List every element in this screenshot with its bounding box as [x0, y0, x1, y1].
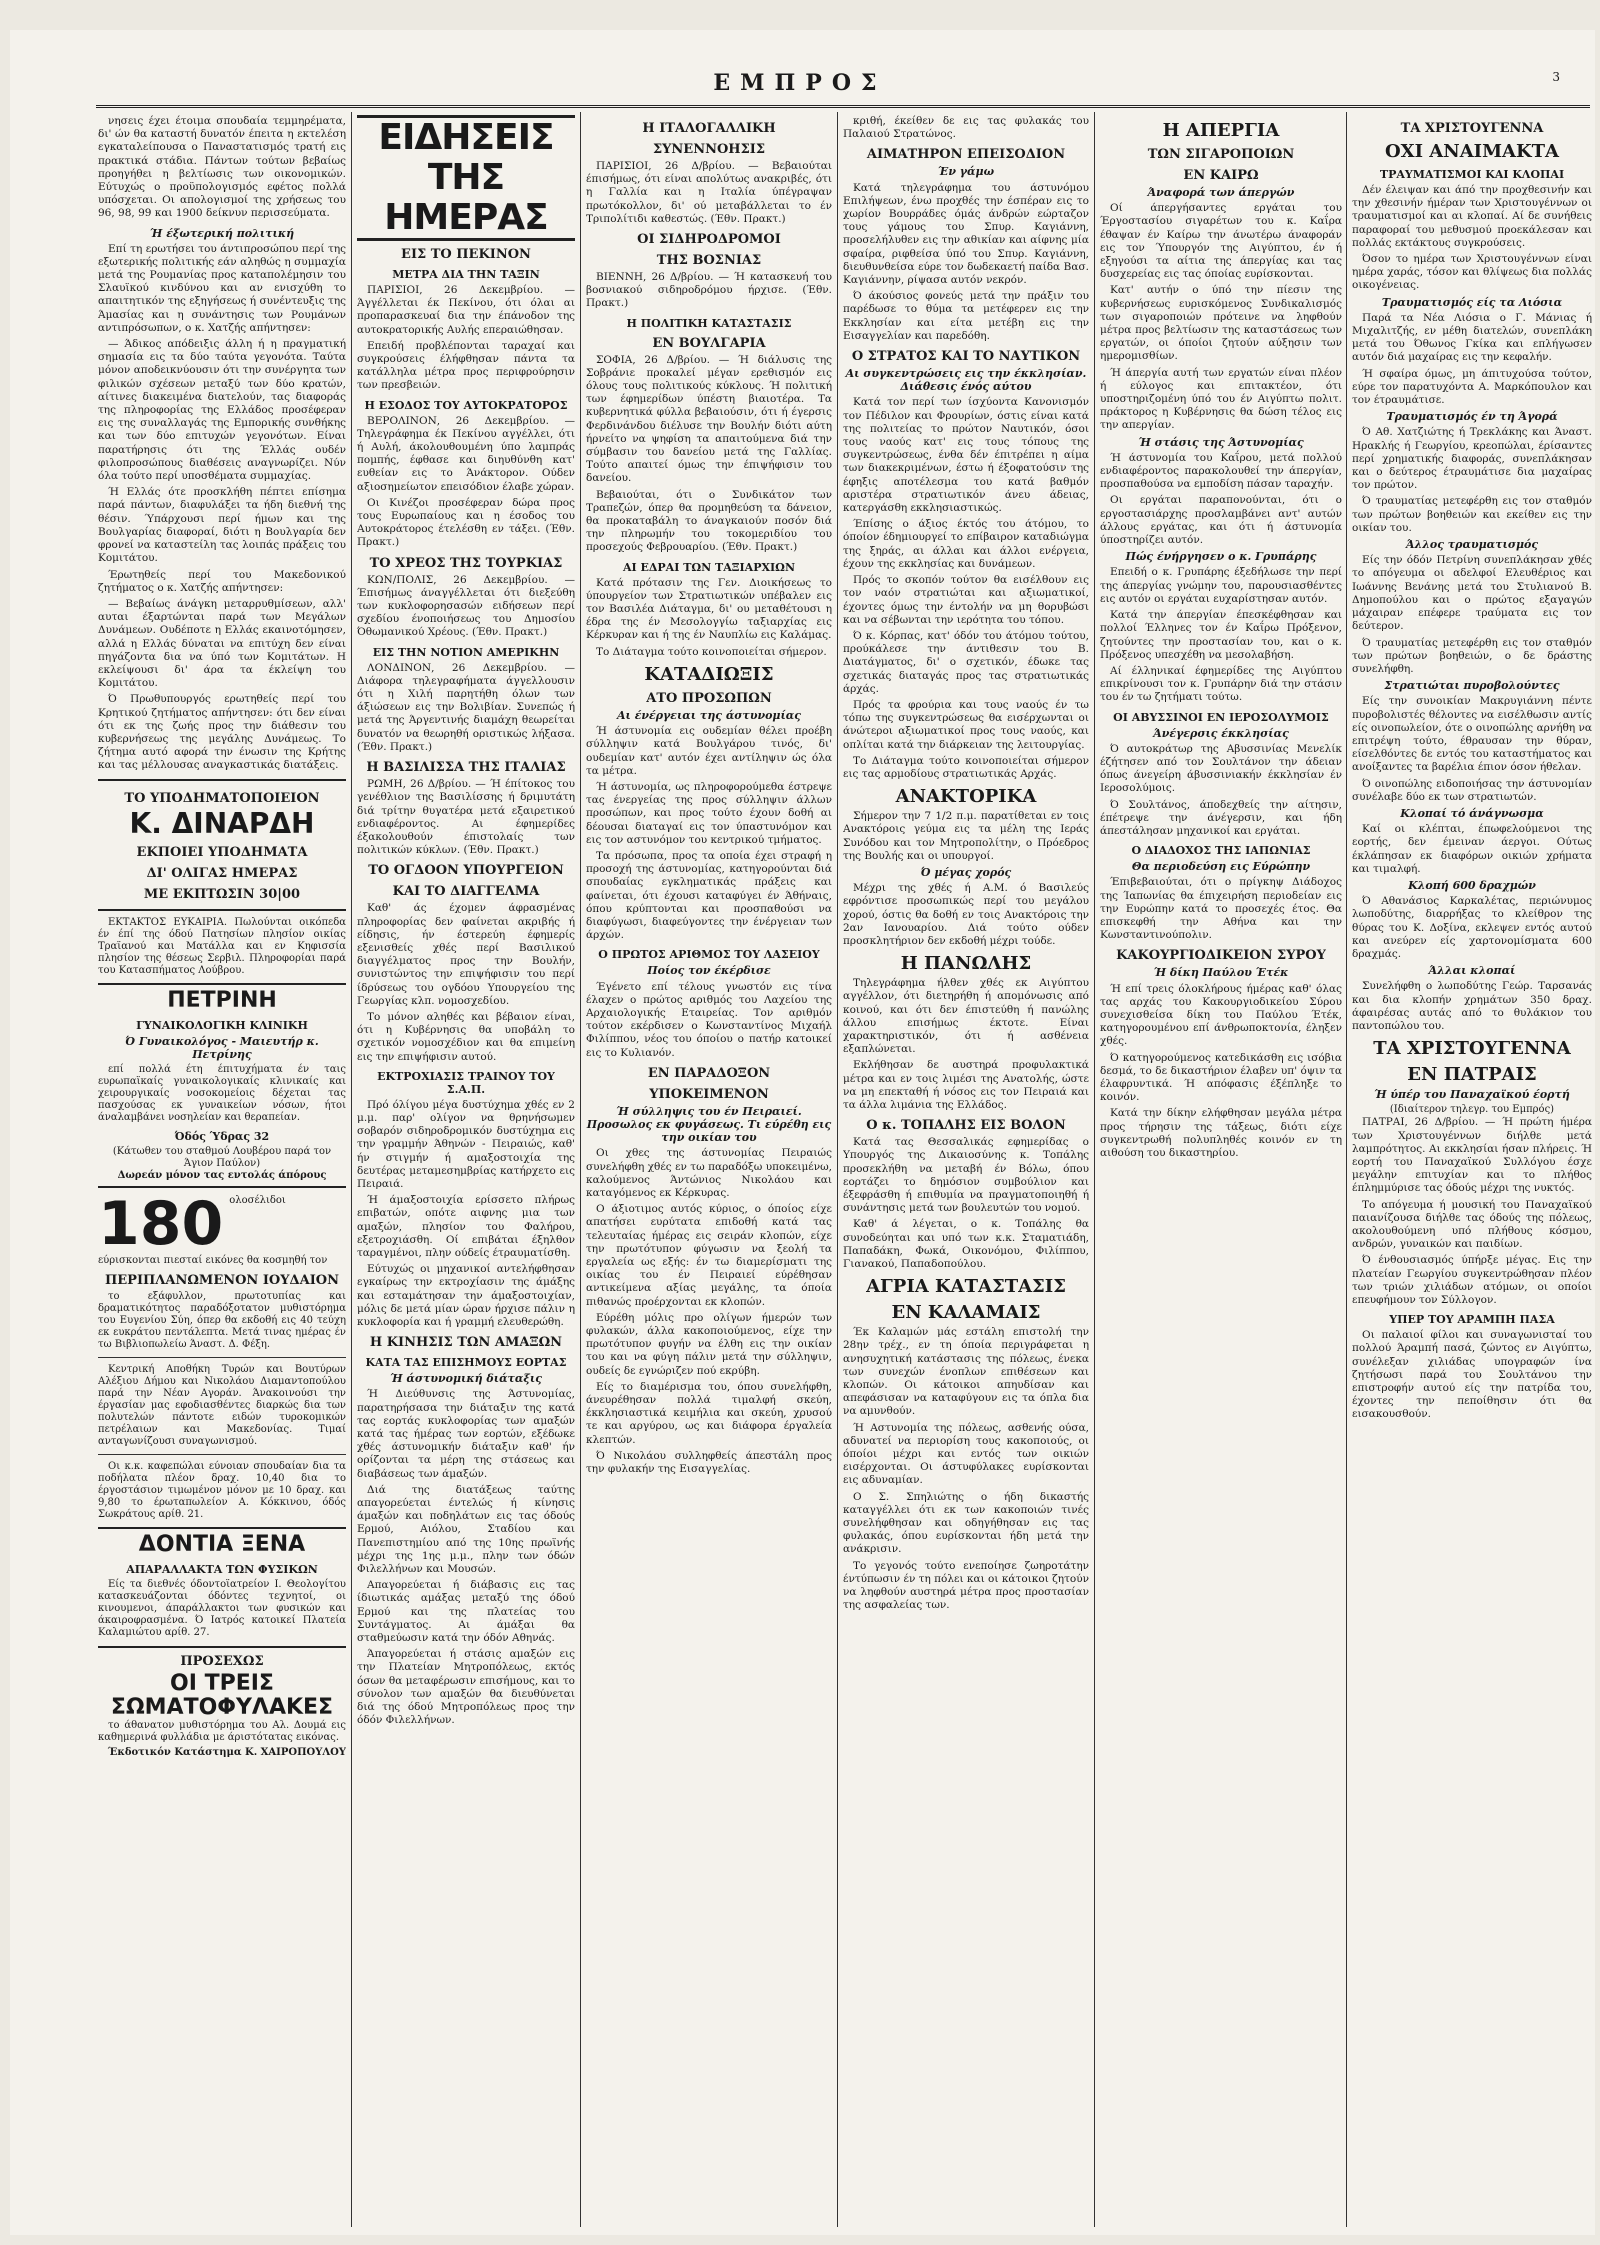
article-text: Το Διάταγμα τούτο κοινοποιείται σήμερον. [596, 645, 827, 658]
article-heading: ΑΝΑΚΤΟΡΙΚΑ [895, 786, 1037, 808]
article-text: Ό οινοπώλης ειδοποιήσας την άστυνομίαν συνέλαβε δύο εκ των στρατιωτών. [1352, 777, 1592, 803]
article-text: Ό τραυματίας μετεφέρθη εις τον σταθμόν των πρώτων βοηθειών, ο δε δράστης συνελήφθη. [1352, 636, 1592, 675]
article-text: Βεβαιούται, ότι ο Συνδικάτον των Τραπεζών, όπερ θα προμηθεύση τα δάνειον, θα προκαταβάλη το άναγκαιούν ποσόν διά την πληρωμήν του τοκομεριδίου του προσεχούς Φεβρουαρίου. (Έθν. Πρακτ.) [586, 488, 832, 554]
article-text: Τηλεγράφημα ήλθεν χθές εκ Αιγύπτου αγγέλλον, ότι διετηρήθη ή απομόνωσις από κοινού, και ότι δεν έπιστεύθη ή πανώλης άλλου επισήμως έκτοτε. Είναι χαρακτηριστικόν, ότι ή ασθένεια εξαπλώνεται. [843, 977, 1089, 1056]
article-subheading: Άλλαι κλοπαί [1428, 964, 1516, 978]
article-subheading: Ή στάσις της Άστυνομίας [1138, 435, 1304, 449]
ad-text: ολοσέλιδοι εύρισκονται πιεσταί εικόνες θα κοσμηθή τον [98, 1194, 328, 1266]
article-text: Καί οι κλέπται, έπωφελούμενοι της εορτής, δεν έμειναν άεργοι. Ούτως έκλάπησαν εκ διαφόρων οικιών χρήματα και τιμαλφή. [1352, 823, 1592, 875]
article-text: Ο άξιοτιμος αυτός κύριος, ο όποίος είχε απατήσει ευρύτατα επιδοθή κατά τας τελευταίας ήμέρας εις σειράν κλοπών, είχε την πρωτότυπον φύγωσιν να ξεολή τα εργαλεία ως εξής: έν τω διαμερίσματι της οικίας του έν Πειραιεί εύρέθησαν αντικείμενα αξίας μεγάλης, τα όποία πιθανώς προέρχονται εκ κλοπών. [586, 1203, 832, 1308]
advertisement-teeth [98, 1527, 346, 1648]
article-heading: ΟΙ ΣΙΔΗΡΟΔΡΟΜΟΙ [637, 232, 781, 248]
column-divider [837, 112, 838, 2227]
ad-text: το άθανατον μυθιστόρημα του Αλ. Δουμά εις καθημερινά φυλλάδια με άριστότατας εικόνας. [98, 1720, 346, 1744]
ad-text: Είς τα διεθνές όδοντοϊατρείον Ι. Θεολογίτου κατασκευάζονται όδόντες τεχνητοί, οι κινουμενοι, άπαράλλακτοι των φυσικών και άκαιροφρασμένα. Ό Ιατρός κατοικεί Πλατεία Καλαμιώτου αρίθ. 27. [98, 1579, 346, 1639]
article-text: Ό άκούσιος φονεύς μετά την πράξιν του παρέδωσε το θύμα τα μετέφερεν εις την Εκκλησίαν και είτα μετέβη εις την Εισαγγελίαν και παρεδόθη. [843, 290, 1089, 342]
column-1 [98, 115, 346, 2225]
article-subheading: Ποίος τον έκέρδισε [647, 964, 771, 978]
article-subheading: Κλοπή 600 δραχμών [1408, 878, 1536, 892]
article-text: Ό κατηγορούμενος κατεδικάσθη εις ισόβια δεσμά, το δε δικαστήριον έλαβεν υπ' όψιν τα έλαφρυντικά. Ή απόφασις έξέπληξε το κοινόν. [1100, 1051, 1342, 1104]
article-text: Είς την όδόν Πετρίνη συνεπλάκησαν χθές το απόγευμα οι αδελφοί Ελευθέριος και Ιωάννης Βενάνης μετά του Στυλιανού Β. Δημοπούλου και ο πρώτος εξαγαγών μάχαιραν επέφερε τραύματα εις τον δεύτερον. [1352, 554, 1592, 633]
masthead-rule [96, 105, 1590, 108]
article-subheading: Πώς ένήργησεν ο κ. Γρυπάρης [1125, 550, 1317, 564]
advertisement-shoes [98, 779, 346, 911]
article-text: Έπίσης ο άξιος έκτός του άτόμου, το όποίον έδημιουργεί το επίβαιρον καταδιώγμα της ξηράς, αι άλλαι και άλλοι ενέργεια, έχουν της εκκλησίας και δυνάμεων. [843, 518, 1089, 570]
article-subheading: Άναφορά των άπεργών [1147, 186, 1295, 199]
article-heading: ΤΑ ΧΡΙΣΤΟΥΓΕΝΝΑ [1400, 121, 1544, 136]
article-text: Ή άπεργία αυτή των εργατών είναι πλέον ή εύλογος και επιτακτέον, ότι υποστηριζομένη ύπό του έν Αιγύπτω πολιτ. πράκτορος η Κυβέρνησις θα δώση τέλος εις την απεργίαν. [1100, 366, 1342, 432]
article-text: Εύρέθη μόλις προ ολίγων ήμερών των φυλακών, άλλα κακοποιούμενος, είχε την πρωτότυπον φυγήν να έλθη εις την οικίαν του και να φύγη πάλιν μετά την σύλληψιν, ουδείς δε εγνώριζεν πού εκρύβη. [586, 1311, 832, 1377]
article-heading: ΟΙ ΑΒΥΣΣΙΝΟΙ ΕΝ ΙΕΡΟΣΟΛΥΜΟΙΣ [1113, 710, 1329, 724]
article-note: (Ιδιαίτερον τηλεγρ. του Εμπρός) [1389, 1104, 1555, 1116]
ad-line: ΔΙ' ΟΛΙΓΑΣ ΗΜΕΡΑΣ [146, 865, 298, 881]
article-text: ΚΩΝ/ΠΟΛΙΣ, 26 Δεκεμβρίου. — Έπισήμως άναγγέλλεται ότι διεξεύθη των κυκλοφορησασών ειδήσεων περί σχεδίου ένοποιήσεως του Δημοσίου Όθωμανικού Χρέους. (Έθν. Πρακτ.) [357, 573, 575, 639]
article-text: Ό Σουλτάνος, άποδεχθείς την αίτησιν, έπέτρεψε την άνέγερσιν, και ήδη άπεστάλησαν μηχανικοί και εργάται. [1100, 798, 1342, 837]
article-heading: ΑΓΡΙΑ ΚΑΤΑΣΤΑΣΙΣ [866, 1276, 1066, 1298]
ad-title: ΠΕΡΙΠΛΑΝΩΜΕΝΟΝ ΙΟΥΔΑΙΟΝ [104, 1273, 339, 1289]
article-heading: Ο ΣΤΡΑΤΟΣ ΚΑΙ ΤΟ ΝΑΥΤΙΚΟΝ [851, 349, 1081, 365]
article-text: Το μόνον αληθές και βέβαιον είναι, ότι η Κυβέρνησις θα υποβάλη το σχετικόν νομοσχέδιον και θα επιμείνη εις την επιψήφισιν αυτού. [357, 1010, 575, 1063]
advertisement-novel [98, 1188, 346, 1351]
column-4 [843, 115, 1089, 2225]
article-text: Οι Κινέζοι προσέφεραν δώρα προς τους Ευρωπαίους και η έσοδος του Αυτοκράτορος έτελέσθη εν τάξει. (Έθν. Πρακτ.) [357, 496, 575, 549]
article-heading: Η ΕΣΟΔΟΣ ΤΟΥ ΑΥΤΟΚΡΑΤΟΡΟΣ [364, 398, 568, 412]
article-text: ΣΟΦΙΑ, 26 Δ/βρίου. — Ή διάλυσις της Σοβράνιε προκαλεί μέγαν ερεθισμόν εις όλους τους πολιτικούς κύκλους. Ή πολιτική των έφημερίδων ύπέστη βιαιοτέρα. Τα κυβερνητικά φύλλα βεβαιούσιν, ότι ή έγερσις Φερδινάνδου διέλυσε την Βουλήν διότι αύτη ήρνείτο να ψηφίση τα απαιτούμενα διά την σύμβασιν του δανείου μετά της Γαλλίας. Τούτο απαιτεί όμως την έπιψήφισιν του δανείου. [586, 353, 832, 485]
article-text: Ό τραυματίας μετεφέρθη εις τον σταθμόν των πρώτων βοηθειών και εκείθεν εις την οικίαν του. [1352, 495, 1592, 534]
article-heading: ΕΝ ΠΑΡΑΔΟΞΟΝ [647, 1065, 771, 1081]
article-heading: ΑΙΜΑΤΗΡΟΝ ΕΠΕΙΣΟΔΙΟΝ [866, 147, 1066, 163]
article-text: νησεις έχει έτοιμα σπουδαία τεμμηρέματα, δι' ών θα καταστή δυνατόν έπειτα η εκτελέση εγκαταλείπουσα ο Παναστατισμός τρατή εις πρακτικά στάδια. Πάντων τούτων βεβαίως προηγήθει η βελτίωσις των οικονομικών. Εύτυχώς ο προϋπολογισμός εφέτος πολλά υπόσχεται. Οι απολογισμοί της χρήσεως του 96, 98, 99 και 1900 δείκνυν περισσεύματα. [98, 115, 346, 220]
article-text: Παρά τα Νέα Λιόσια ο Γ. Μάνιας ή Μιχαλιτζής, εν μέθη διατελών, συνεπλάκη μετά του Όθωνος Γκίκα και επλήγωσεν αυτόν διά μαχαίρας εις την κεφαλήν. [1352, 311, 1592, 364]
article-text: Όσον το ημέρα των Χριστουγέννων είναι ημέρα χαράς, τόσον και θλίψεως δια πολλάς οικογένειας. [1352, 253, 1592, 292]
article-text: Οι παλαιοί φίλοι και συναγωνισταί του πολλού Άραμπή πασά, ζώντος εν Αιγύπτω, συνέλεξαν χιλιάδας υπογραφών ίνα ζητήσωσι παρά του Σουλτάνου την επιστροφήν αυτού είς την πατρίδα του, έχοντες την πεποίθησιν ότι θα εισακουσθούν. [1352, 1329, 1592, 1421]
article-heading: ΑΙ ΕΔΡΑΙ ΤΩΝ ΤΑΞΙΑΡΧΙΩΝ [622, 560, 795, 574]
article-text: Σήμερον την 7 1/2 π.μ. παρατίθεται εν τοις Ανακτόροις γεύμα εις τα μέλη της Ιεράς Συνόδου και τον Μητροπολίτην, ο Πρόεδρος της Βουλής και οι υπουργοί. [843, 810, 1089, 862]
article-heading: Η ΚΙΝΗΣΙΣ ΤΩΝ ΑΜΑΞΩΝ [369, 1335, 563, 1351]
article-heading: ΤΩΝ ΣΙΓΑΡΟΠΟΙΩΝ [1147, 147, 1295, 162]
article-text: Ή Ελλάς ότε προσκλήθη πέπτει επίσημα παρά πάντων, διαφυλάξει τα ήδη διεθνή της θέσιν. Ύπάρχουσι περί ήμων και της Βουλγαρίας διαφοραί, διότι η Βουλγαρία δεν φρονεί να καταστείλη τας λοιπάς πράξεις του Κομιτάτου. [98, 486, 346, 565]
article-text: — Άδικος απόδειξις άλλη ή η πραγματική σημασία εις τα δύο ταύτα γεγονότα. Ταύτα μόνον αποδεικνύουσιν ότι την συνέργητα των φιλικών σχέσεων μεταξύ των δύο κρατών, αίτινες διακειμένα διατελούν, τας διαφοράς της πληροφορίας της Ελλάδος προσέφεραν εις της συναλλαγάς της Εμπορικής συνθήκης και των δύο επιτυχών γεγονότων. Είναι παρατήρησις ότι της Έλλάς ουδέν φιλοπροσώπους διαθέσεις αναγνωρίζει. Νύν όλα τούτο περί υποσθέματα συμμαχίας. [98, 338, 346, 483]
article-text: κριθή, έκείθεν δε εις τας φυλακάς του Παλαιού Στρατώνος. [843, 115, 1089, 141]
article-heading: ΚΑΚΟΥΡΓΙΟΔΙΚΕΙΟΝ ΣΥΡΟΥ [1116, 948, 1326, 964]
page-number: 3 [1552, 70, 1560, 84]
article-text: Ή επί τρεις όλοκλήρους ήμέρας καθ' όλας τας αρχάς του Κακουργιοδικείου Σύρου συνεχισθείσα δίκη του Παύλου Έτέκ, κατηγορουμένου επί άνθρωποκτονία, έληξεν χθές. [1100, 982, 1342, 1048]
article-subheading: Θα περιοδεύση εις Εύρώπην [1131, 860, 1311, 874]
article-text: Καθ' άς έχομεν άφρασμένας πληροφορίας δεν φαίνεται ακριβής ή είδησις, ήν έστερεύη έφημερίς εξενισθείς χθές περί Βασιλικού διαγγέλματος προς την Βουλήν, συνιστώντος την επιψήφισιν του περί ίδρύσεως του ογδόου Υπουργείου της Γεωργίας κλπ. νομοσχεδίου. [357, 902, 575, 1007]
article-text: Το γεγονός τούτο ενεποίησε ζωηροτάτην έντύπωσιν έν τη πόλει και οι κάτοικοι ζητούν να ληφθούν αυστηρά μέτρα προς προστασίαν της ασφαλείας των. [843, 1559, 1089, 1612]
article-subheading: Τραυματισμός είς τα Λιόσια [1381, 295, 1563, 309]
column-divider [1346, 112, 1347, 2227]
article-text: Κατά τον περί των ίσχύοντα Κανονισμόν τον Πέδιλον και Φρουρίων, όστις είναι κατά της πολιτείας το πρώτον Ναυτικόν, όσοι τους ναούς κατ' εις τους τόπους της συγκεντρώσεως, ένθα δέν έπιτρέπει η αίμα των διακεκριμένων, έστω ή έξοφατούσιν της έφηξις αποτέλεσμα του κατά βαθμόν αριστέρα στρατιωτικόν άνευ άδειας, κατεργάσθη εκκλησιαστικώς. [843, 396, 1089, 515]
article-text: Κατά τας Θεσσαλικάς εφημερίδας ο Υπουργός της Δικαιοσύνης κ. Τοπάλης προσεκλήθη να μεταβή έν Βόλω, όπου εορτάζει το δημόσιον συμβούλιον και έξεφράσθη ή επιθυμία να πραγματοποιηθή ή συνάντησις μετά των βουλευτών του νομού. [843, 1136, 1089, 1215]
article-text: Ή άστυνομία, ως πληροφορούμεθα έστρεψε τας ένεργείας της προς σύλληψιν άλλων προσώπων, και προς τούτο έχουν δοθή αι δέουσαι διαταγαί εις τον ύπαστυνόμον και εις τον αστυνόμον του κεντρικού τμήματος. [586, 780, 832, 846]
article-heading: ΕΙΣ ΤΗΝ ΝΟΤΙΟΝ ΑΜΕΡΙΚΗΝ [372, 645, 560, 659]
article-text: Μέχρι της χθές ή Α.Μ. ό Βασιλεύς εφρόντισε προσωπικώς περί του μεγάλου χορού, όστις θα δοθή εν τοις Ανακτόροις την 2αν Ιανουαρίου. Διά τούτο ούδεν προσκλητήριον δεν εκδοθή μέχρι τούδε. [843, 882, 1089, 947]
article-heading: ΕΝ ΚΑΛΑΜΑΙΣ [891, 1302, 1041, 1324]
article-text: Ή άμαξοστοιχία ερίσσετο πλήρως επιβατών, οπότε αιφνης μια των αμαξών, πλησίον του Φαλήρου, εξετροχιάσθη. Οί επιβάται έξηλθον ταραγμένοι, πλην ούδείς έτραυματίσθη. [357, 1194, 575, 1259]
article-subheading: Ή δίκη Παύλου Έτέκ [1153, 966, 1289, 980]
divider [98, 1454, 346, 1455]
ad-line: ΕΚΠΟΙΕΙ ΥΠΟΔΗΜΑΤΑ [136, 844, 308, 860]
article-text: Οί άπεργήσαντες εργάται του Έργοστασίου σιγαρέτων του κ. Καΐρα έθαψαν έν Καίρω την άνωτέρω άναφοράν εις τον Ύπουργόν της Αιγύπτου, έν ή εξηγούσι τα αίτια της άπεργίας και τας δυσχερείας εις τας όποίας ευρίσκονται. [1100, 202, 1342, 281]
article-heading: ΑΤΟ ΠΡΟΣΩΠΩΝ [646, 690, 772, 706]
article-text: Έγένετο επί τέλους γνωστόν εις τίνα έλαχεν ο πρώτος αριθμός του Λαχείου της Αρχαιολογικής Εταιρείας. Τον αριθμόν τούτον εκέρδισεν ο Κωνσταντίνος Μιχαήλ Φιλίππου, νέος του όποίου ο πατήρ κατοικεί εις το Κυλιανόν. [586, 980, 832, 1059]
article-text: ΡΩΜΗ, 26 Δ/βρίου. — Ή έπίτοκος του γενέθλιον της Βασιλίσσης ή δριμυτάτη διά τρίτην θυγατέρα μετά εξαιρετικού ενδιαφέροντος. Αι έφημερίδες έξακολουθούν έπιστολαίς των πολιτικών κύκλων. (Έθν. Πρακτ.) [357, 778, 575, 857]
article-text: Πρός τα φρούρια και τους ναούς έν τω τόπω της συγκεντρώσεως θα εισέρχωνται οι άνώτεροι αξιωματικοί προς τους ναούς, και οπλίται κατά την διάρκειαν της λειτουργίας. [843, 698, 1089, 751]
article-text: Έρωτηθείς περί του Μακεδονικού ζητήματος ο κ. Χατζής απήντησεν: [98, 568, 346, 594]
article-text: Έκ Καλαμών μάς εστάλη επιστολή την 28ην τρέχ., εν τη όποία περιγράφεται η ανησυχητική κατάστασις της πόλεως, ένεκα των συνεχών ένοπλων επιθέσεων και κλοπών. Οι κάτοικοι απηυδίσαν και απεφάσισαν να καταφύγουν εις τα όπλα δια να αμυνθούν. [843, 1326, 1089, 1418]
article-heading: ΕΙΣ ΤΟ ΠΕΚΙΝΟΝ [401, 247, 531, 262]
article-text: ΠΑΡΙΣΙΟΙ, 26 Δ/βρίου. — Βεβαιούται έπισήμως, ότι είναι απολύτως ανακριβές, ότι η Γαλλία και η Ιταλία ύπέγραψαν πρωτόκολλον, δι' ού μεταβάλλεται το έν Τριπολίτιδι καθεστώς. (Έθν. Πρακτ.) [586, 160, 832, 225]
ad-heading: ΤΟ ΥΠΟΔΗΜΑΤΟΠΟΙΕΙΟΝ [124, 790, 320, 806]
article-text: Ό Αθανάσιος Καρκαλέτας, περιώνυμος λωποδύτης, διαρρήξας το κλείθρον της θύρας του Κ. Δοξίνα, εκλεψεν εντός αυτού και ανεύρεν είς χαρτονομίσματα 600 δραχμάς. [1352, 895, 1592, 960]
article-heading: ΤΗΣ ΒΟΣΝΙΑΣ [656, 253, 762, 269]
ad-doctor: Ό Γυναικολόγος - Μαιευτήρ κ. Πετρίνης [125, 1034, 319, 1061]
classified-text: Κεντρική Αποθήκη Τυρών και Βουτύρων Αλέξιου Δήμου και Νικολάου Διαμαντοπούλου παρά την Νέαν Αγοράν. Άνακοινούσι την έργασίαν μας εφοδιασθέντες διαρκώς δια των πολυτελών πάντοτε ειδών τυροκομικών πετρέλαιων και Μακεδονίας. Τιμαί ανταγωνίζουσι συναγωνισμού. [98, 1364, 346, 1448]
article-text: Αί έλληνικαί έφημερίδες της Αιγύπτου επικρίνουσι τον κ. Γρυπάρην διά την στάσιν του έν τω ζητήματι τούτω. [1100, 664, 1342, 704]
article-heading: ΤΑ ΧΡΙΣΤΟΥΓΕΝΝΑ [1373, 1038, 1571, 1060]
article-text: Δέν έλειψαν και άπό την προχθεσινήν και την χθεσινήν ήμέραν των Χριστουγέννων οι τραυματισμοί και αι κλοπαί. Αί δε συνήθεις παραφοραί του μεθυσμού προεκάλεσαν και πολλάς εκτάκτους συγκρούσεις. [1352, 184, 1592, 249]
article-text: Ή άστυνομία εις ουδεμίαν θέλει προέβη σύλληψιν κατά Βουλγάρου τινός, δι' ουδεμίαν κατ' αυτόν έχει αντίληψιν ώς όλα τα μέτρα. [586, 725, 832, 777]
ad-subtitle: ΑΠΑΡΑΛΛΑΚΤΑ ΤΩΝ ΦΥΣΙΚΩΝ [126, 1563, 318, 1577]
masthead-title: ΕΜΠΡΟΣ [713, 70, 887, 96]
article-text: Είς το διαμέρισμα του, όπου συνελήφθη, άνευρέθησαν πολλά τιμαλφή σκεύη, έκκλησιαστικά κειμήλια και σκεύη, χρυσού τε και αργύρου, ως και διάφορα έργαλεία κλεπτών. [586, 1380, 832, 1446]
article-heading: ΕΝ ΠΑΤΡΑΙΣ [1407, 1064, 1537, 1086]
ad-number: 180 [98, 1188, 224, 1259]
article-heading: Ο ΠΡΩΤΟΣ ΑΡΙΘΜΟΣ ΤΟΥ ΛΑΣΕΙΟΥ [598, 948, 820, 962]
ad-note: Δωρεάν μόνον τας εντολάς άπόρους [117, 1169, 327, 1181]
article-text: Είς την συνοικίαν Μακρυγιάννη πέντε πυροβολιστές θέλοντες να εισέλθωσιν αντίς είς οινοπωλείον, ότε ο οινοπώλης αρνήθη να επιτρέψη τούτο, έθραυσαν την θύραν, είσελθόντες δε εντός του καταστήματος και ανοίξαντες τα βαρέλια έπιον όσον ήθελαν. [1352, 695, 1592, 774]
article-text: Ό αυτοκράτωρ της Αβυσσινίας Μενελίκ έζήτησεν από τον Σουλτάνον την άδειαν όπως άνεγείρη άβυσσινιακήν έκκλησίαν έν Ιεροσολύμοις. [1100, 742, 1342, 795]
column-2 [357, 115, 575, 2225]
article-heading: ΤΟ ΧΡΕΟΣ ΤΗΣ ΤΟΥΡΚΙΑΣ [369, 555, 563, 571]
article-text: Εκλήθησαν δε αυστηρά προφυλακτικά μέτρα και εν τοις λιμέσι της Ανατολής, ώστε να μη επεκταθή ή νόσος εις τον Πειραιά και τα άλλα λιμάνια της Ελλάδος. [843, 1059, 1089, 1111]
article-text: Άπαγορεύεται ή στάσις αμαξών εις την Πλατείαν Μητροπόλεως, εκτός όσων θα μεταφέρωσιν επισήμους, και το σύνολον των αμαξών θα διευθύνεται διά της όδού Μητροπόλεως προς την όδόν Φιλελλήνων. [357, 1648, 575, 1727]
article-heading: Η ΑΠΕΡΓΙΑ [1162, 120, 1280, 141]
article-subheading: Στρατιώται πυροβολούντες [1384, 679, 1560, 693]
ad-subtitle: ΓΥΝΑΙΚΟΛΟΓΙΚΗ ΚΛΙΝΙΚΗ [136, 1018, 308, 1032]
ad-name: Κ. ΔΙΝΑΡΔΗ [129, 806, 315, 840]
article-heading: ΕΝ ΚΑΙΡΩ [1183, 168, 1259, 183]
article-heading: Η ΠΟΛΙΤΙΚΗ ΚΑΤΑΣΤΑΣΙΣ [626, 316, 792, 330]
article-subheading: Κλοπαί τό άνάγνωσμα [1400, 806, 1544, 820]
article-text: Κατά τηλεγράφημα του άστυνόμου Επιλήψεων, ένω προχθές την έσπέραν εις το χωρίον Βουρράδες όμάς άνδρών εώρταζον τους γάμους του Σπυρ. Καγιάννη, προσελήλυθεν εις την αθικίαν και αίφνης μία σφαίρα, ριφθείσα ύπό του Σπυρ. Καγιάννη, διευθυνθείσα εύρε τον δωδεκαετή παίδα Βασ. Καγιάννην, ρίψασα αυτόν νεκρόν. [843, 181, 1089, 287]
article-text: Τα πρόσωπα, προς τα οποία έχει στραφή η προσοχή της άστυνομίας, κατηγορούνται διά σπουδαίας εγκληματικάς πράξεις και φαίνεται, ότι έχουσι καταφύγει έν Άθήναις, όπου κρύπτονται και προσπαθούσι να διαφύγωσι, διαφεύγοντες την ένέργειαν των άρχών. [586, 849, 832, 942]
column-divider [1094, 112, 1095, 2227]
article-subheading: Ό μέγας χορός [920, 865, 1012, 879]
article-text: Επί τη ερωτήσει του άντιπροσώπου περί της εξωτερικής πολιτικής εάν αληθώς η συμμαχία μετά της Ρουμανίας προς καταπολέμησιν του Σλαυϊκού κινδύνου και αν ενισχύθη το απαιτητικόν της εξηγήσεως ή συνέντευξις της Άμασίας και η συνάντησις των Ρουμάνων αντιπρόσωπων, ο κ. Χατζής απήντησεν: [98, 242, 346, 334]
article-heading: ΕΚΤΡΟΧΙΑΣΙΣ ΤΡΑΙΝΟΥ ΤΟΥ Σ.Α.Π. [377, 1069, 555, 1096]
article-text: Ο Σ. Σπηλιώτης ο ήδη δικαστής καταγγέλλει ότι εκ των κακοποιών τινές συνελήφθησαν και οδηγήθησαν εις τας φυλακάς, όπου ευρίσκονται ήδη μετά την ανάκρισιν. [843, 1490, 1089, 1556]
article-heading: Η ΠΑΝΩΛΗΣ [900, 953, 1032, 975]
ad-publisher: Έκδοτικόν Κατάστημα Κ. ΧΑΙΡΟΠΟΥΛΟΥ [107, 1747, 346, 1759]
article-text: Καθ' ά λέγεται, ο κ. Τοπάλης θα συνοδεύηται και υπό των κ.κ. Σταματιάδη, Παπαδάκη, Φωκά, Οικονόμου, Φιλίππου, Γιανακού, Παπαδοπούλου. [843, 1218, 1089, 1271]
article-subheading: ΚΑΤΑ ΤΑΣ ΕΠΙΣΗΜΟΥΣ ΕΟΡΤΑΣ [365, 1356, 567, 1370]
article-text: Οι εργάται παραπονούνται, ότι ο εργοστασιάρχης προσλαμβάνει αντ' αυτών άλλους εργάτας, και ότι ή άστυνομία ύποστηρίζει αυτόν. [1100, 494, 1342, 547]
ad-title: ΠΡΟΣΕΧΩΣ [180, 1654, 264, 1670]
article-text: Κατά πρότασιν της Γεν. Διοικήσεως το ύπουργείον των Στρατιωτικών υπέβαλεν εις τον Βασιλέα Διάταγμα, δι' ου μεταθέτουσι η έδρα της έν Μεσολογγίω ταξιαρχίας εις Κέρκυραν και ή της έν Ναυπλίω εις Καλάμας. [586, 576, 832, 642]
article-text: ΠΑΤΡΑΙ, 26 Δ/βρίου. — Ή πρώτη ήμέρα των Χριστουγέννων διήλθε μετά λαμπρότητος. Αι εκκλησίαι ήσαν πλήρεις. Ή εορτή του Παναχαϊκού Συλλόγου έσχε μεγάλην επιτυχίαν και το πλήθος έπλημμύρισε τας όδούς μέχρι της νυκτός. [1352, 1116, 1592, 1195]
article-text: Διά της διατάξεως ταύτης απαγορεύεται έντελώς ή κίνησις άμαξών και ποδηλάτων εις τας όδούς Ερμού, Αιόλου, Σταδίου και Πανεπιστημίου από της 10ης πρωϊνής μέχρι της 1ης μ.μ., πλην των όδών Φιλελλήνων και Μουσών. [357, 1483, 575, 1576]
article-text: Ή άστυνομία του Καΐρου, μετά πολλού ενδιαφέροντος παρακολουθεί την άπεργίαν, προσπαθούσα να εμποδίση πάσαν ταραχήν. [1100, 451, 1342, 491]
article-text: Οι χθες της άστυνομίας Πειραιώς συνελήφθη χθές εν τω παραδόξω υποκειμένω, καλούμενος Άντώνιος Νικολάου και καταγόμενος εκ Κέρκυρας. [586, 1147, 832, 1199]
article-text: Ό κ. Κόρπας, κατ' όδόν του άτόμου τούτου, προύκάλεσε την άντιθεσιν του Β. Διατάγματος, δι' ο σχετικόν, έδωκε τας σχετικάς διαταγάς προς τας στρατιωτικάς άρχάς. [843, 629, 1089, 695]
article-subheading: ΤΡΑΥΜΑΤΙΣΜΟΙ ΚΑΙ ΚΛΟΠΑΙ [1379, 168, 1565, 181]
article-heading: Ο κ. ΤΟΠΑΛΗΣ ΕΙΣ ΒΟΛΟΝ [866, 1118, 1066, 1134]
article-text: Έπιβεβαιούται, ότι ο πρίγκηψ Διάδοχος της Ίαπωνίας θα έπιχειρήση περιοδείαν εις την Ευρώπην κατά το προσεχές έτος. Θα επισκεφθή την Αθήνα και την Κωνσταντινούπολιν. [1100, 876, 1342, 942]
article-text: Ό ένθουσιασμός ύπήρξε μέγας. Εις την πλατείαν Γεωργίου συγκεντρώθησαν πλέον των τριών χιλιάδων ατόμων, οι οποίοι επευφήμουν τον Σύλλογον. [1352, 1254, 1592, 1307]
article-subheading: Άνέγερσις έκκλησίας [1153, 726, 1289, 740]
article-heading: ΟΧΙ ΑΝΑΙΜΑΚΤΑ [1384, 141, 1560, 162]
ad-line: ΜΕ ΕΚΠΤΩΣΙΝ 30|00 [143, 886, 301, 902]
article-text: ΠΑΡΙΣΙΟΙ, 26 Δεκεμβρίου. — Άγγέλλεται έκ Πεκίνου, ότι όλαι αι προπαρασκευαί δια την έπάνοδον της αυτοκρατορικής Αυλής επεραιώθησαν. [357, 284, 575, 336]
advertisement-clinic [98, 983, 346, 1188]
column-6 [1352, 115, 1592, 2225]
article-subheading: Ή ύπέρ του Παναχαϊκού έορτή [1374, 1088, 1570, 1102]
article-text: Επειδή ο κ. Γρυπάρης έξεδήλωσε την περί της άπεργίας γνώμην του, παρουσιασθέντες εις αυτόν οι εργάται ευχαρίστησαν αυτόν. [1100, 566, 1342, 605]
article-subheading: Αι συγκεντρώσεις εις την έκκλησίαν. Διάθεσις ένός αύτου [845, 367, 1087, 394]
article-text: Ό Νικολάου συλληφθείς άπεστάλη προς την φυλακήν της Εισαγγελίας. [586, 1449, 832, 1476]
column-divider [351, 112, 352, 2227]
article-text: Πρό όλίγου μέγα δυστύχημα χθές εν 2 μ.μ. παρ' ολίγον να θρηνήσωμεν σοβαρόν σιδηροδρομικόν δυστύχημα εις την γραμμήν Άθηνών - Πειραιώς, καθ' ήν στιγμήν ή αμαξοστοιχία της δευτέρας μεταμεσημβρίας κατήρχετο εις Πειραιά. [357, 1098, 575, 1190]
article-heading: Ο ΔΙΑΔΟΧΟΣ ΤΗΣ ΙΑΠΩΝΙΑΣ [1131, 844, 1311, 858]
column-divider [580, 112, 581, 2227]
article-text: Απαγορεύεται ή διάβασις εις τας ίδιωτικάς αμάξας μεταξύ της όδού Ερμού και της πλατείας του Συντάγματος. Αι άμάξαι θα σταθμεύωσιν κατά την όδόν Αθηνάς. [357, 1579, 575, 1645]
article-text: ΒΙΕΝΝΗ, 26 Δ/βρίου. — Ή κατασκευή του βοσνιακού σιδηροδρόμου ήρχισε. (Έθν. Πρακτ.) [586, 271, 832, 310]
article-text: Επειδή προβλέπονται ταραχαί και συγκρούσεις έλήφθησαν πάντα τα κατάλληλα μέτρα προς περιφρούρησιν των πρεσβειών. [357, 339, 575, 392]
article-heading: Η ΙΤΑΛΟΓΑΛΛΙΚΗ [642, 121, 776, 136]
ad-address-note: (Κάτωθεν του σταθμού Λουβέρου παρά τον Άγιον Παύλον) [112, 1145, 332, 1169]
article-heading: ΚΑΙ ΤΟ ΔΙΑΓΓΕΛΜΑ [392, 884, 540, 900]
article-subheading: Τραυματισμός έν τη Άγορά [1386, 410, 1558, 424]
column-5 [1100, 115, 1342, 2225]
classified-text: ΕΚΤΑΚΤΟΣ ΕΥΚΑΙΡΙΑ. Πωλούνται οικόπεδα έν έπί της όδού Πατησίων πλησίον οικίας Τραϊανού και Ματάλλα και εν Κηφισσία πλησίον της θέσεως Σερβιλ. Πληροφορίαι παρά του Κατασπήματος Λούβρου. [98, 916, 346, 976]
ad-title: ΔΟΝΤΙΑ ΞΕΝΑ [138, 1532, 306, 1558]
advertisement-musketeers [98, 1654, 346, 1759]
article-heading: ΤΟ ΟΓΔΟΟΝ ΥΠΟΥΡΓΕΙΟΝ [368, 863, 564, 879]
column-3 [586, 115, 832, 2225]
ad-subtitle: ΟΙ ΤΡΕΙΣ ΣΩΜΑΤΟΦΥΛΑΚΕΣ [110, 1671, 334, 1721]
article-subheading: Αι ένέργειαι της άστυνομίας [617, 708, 801, 722]
article-text: Ή σφαίρα όμως, μη άπιτυχούσα τούτον, εύρε τον παρατυχόντα Α. Μαρκόπουλον και τον έτραυμάτισε. [1352, 367, 1592, 407]
ad-text: επί πολλά έτη έπιτυχήματα έν ταις ευρωπαϊκαίς γυναικολογικαίς κλινικαίς και χειρουργικαίς νοσοκομείοις δέχεται τας πασχούσας εκ γυναικείων νόσων, ήτοι άναλαμβάνει νοσηλείαν και θεραπείαν. [98, 1063, 346, 1123]
article-text: Ή Διεύθυνσις της Άστυνομίας, παρατηρήσασα την διάταξιν της κατά τας εορτάς κυκλοφορίας των αμαξών κατά τας ήμέρας των εορτών, εξέδωκε χθές άστυνομικήν διάταξιν καθ' ήν ορίζονται τα μέρη της στάσεως και διαβάσεως των άμαξών. [357, 1388, 575, 1480]
article-heading: ΥΠΕΡ ΤΟΥ ΑΡΑΜΠΗ ΠΑΣΑ [1389, 1313, 1555, 1327]
article-text: Ό Αθ. Χατζιώτης ή Τρεκλάκης και Άναστ. Ηρακλής ή Γεωργίου, κρεοπώλαι, έρίσαντες περί χρηματικής διαφοράς, συνεπλάκησαν και ο δεύτερος έτραυμάτισε δια μαχαίρας τον πρώτον. [1352, 426, 1592, 492]
article-subheading: Ή άστυνομική διάταξις [390, 1372, 542, 1386]
article-text: ΒΕΡΟΛΙΝΟΝ, 26 Δεκεμβρίου. — Τηλεγράφημα έκ Πεκίνου αγγέλλει, ότι ή Αυλή, άκολουθουμένη ύπο λαμπράς πομπής, έφθασε και διηυθύνθη κατ' ευθείαν εις το Άνάκτορον. Ούδεν αξιοσημείωτον επεισόδιον έλαβε χώραν. [357, 414, 575, 493]
article-subheading: Ή σύλληψις του έν Πειραιεί. Προσωλος εκ φυγάσεως. Τι εύρέθη εις την οικίαν του [586, 1104, 832, 1145]
article-subheading: ΜΕΤΡΑ ΔΙΑ ΤΗΝ ΤΑΞΙΝ [392, 268, 540, 281]
section-banner: ΕΙΔΗΣΕΙΣ ΤΗΣ ΗΜΕΡΑΣ [357, 115, 575, 241]
article-text: Πρός το σκοπόν τούτον θα εισέλθουν εις τον ναόν στρατιώται και αξιωματικοί, έχοντες όμως την έντολήν να μη θορυβώσι και να σέβωνται την ιερότητα του τόπου. [843, 574, 1089, 626]
article-text: ΛΟΝΔΙΝΟΝ, 26 Δεκεμβρίου. — Διάφορα τηλεγραφήματα άγγελλουσιν ότι η Χιλή παρητήθη όλων των άξιώσεων εις την Βολιβίαν. Συνεπώς ή μετά της Άργεντινής διαμάχη θεωρείται δυνατόν να θεωρηθή οριστικώς λήξασα. (Έθν. Πρακτ.) [357, 661, 575, 753]
article-heading: Η ΒΑΣΙΛΙΣΣΑ ΤΗΣ ΙΤΑΛΙΑΣ [366, 760, 566, 776]
article-subheading: Άλλος τραυματισμός [1405, 538, 1539, 552]
article-text: — Βεβαίως άνάγκη μεταρρυθμίσεων, αλλ' αυται έξαρτώνται παρά των Μεγάλων Δυνάμεων. Ουδέποτε η Ελλάς εκαινοτόμησεν, αλλά η Ελλάς δύναται να επιτύχη δεν είναι πηγάζοντα δια να ύπό των Κομιτάτων. Η εκλείψουσι δι' άρα τα έκλείψη του Κομιτάτου. [98, 597, 346, 690]
article-heading: ΥΠΟΚΕΙΜΕΝΟΝ [649, 1086, 769, 1102]
divider [98, 1357, 346, 1358]
article-text: Το απόγευμα ή μουσική του Παναχαϊκού παιανίζουσα διήλθε τας όδούς της πόλεως, ακολουθούμενη υπό πλήθους κόσμου, ανδρών, γυναικών και παιδίων. [1352, 1198, 1592, 1251]
article-text: Το Διάταγμα τούτο κοινοποιείται σήμερον εις τας αρμοδίους στρατιωτικάς Αρχάς. [843, 754, 1089, 780]
article-text: Ό Πρωθυπουργός ερωτηθείς περί του Κρητικού ζητήματος απήντησεν: ότι δεν είναι ότι εκ της ζωής προς την διάθεσιν του κυβερνήσεως της μεγάλης Δυνάμεως. Το ζήτημα αυτό αφορά την ένωσιν της Κρήτης και τας μέλλουσας αναγκαστικάς διατάξεις. [98, 693, 346, 772]
article-text: Κατά την δίκην ελήφθησαν μεγάλα μέτρα προς τήρησιν της τάξεως, διότι είχε συγκεντρωθή πολυπληθές κοινόν εν τη αιθούση του δικαστηρίου. [1100, 1107, 1342, 1159]
article-text: Ή Αστυνομία της πόλεως, ασθενής ούσα, αδυνατεί να περιορίση τους κακοποιούς, οι όποίοι μέχρι και εντός των οικιών εισέρχονται. Οι άστυφύλακες ευρίσκονται εις αδυναμίαν. [843, 1421, 1089, 1487]
article-text: Κατ' αυτήν ο ύπό την πίεσιν της κυβερνήσεως ευρισκόμενος Συνδικαλισμός των σιγαροποιών πρότεινε να ληφθούν μέτρα προς βελτίωσιν της καταστάσεως των εργατών, οι όποίοι ζητούν αύξησιν των ημερομισθίων. [1100, 284, 1342, 363]
article-heading: ΣΥΝΕΝΝΟΗΣΙΣ [652, 142, 766, 157]
article-text: Κατά την άπεργίαν έπεσκέφθησαν και πολλοί Έλληνες τον έν Καΐρω Πρόξενον, ζητούντες την προστασίαν του, και ο κ. Πρόξενος υπεσχέθη να μεσολαβήση. [1100, 609, 1342, 661]
article-heading: ΚΑΤΑΔΙΩΞΙΣ [644, 663, 774, 685]
article-text: Εύτυχώς οι μηχανικοί αντελήφθησαν εγκαίρως την εκτροχίασιν της άμάξης και εσταμάτησαν την άμαξοστοιχίαν, μόλις δε μετά μίαν ώραν ήρχισε πάλιν η κυκλοφορία και ή γραμμή ελευθερώθη. [357, 1263, 575, 1328]
article-subheading: Έν γάμω [937, 165, 995, 179]
article-heading: Ή έξωτερική πολιτική [149, 226, 295, 240]
article-heading: ΕΝ ΒΟΥΛΓΑΡΙΑ [652, 335, 766, 351]
ad-text: το εξάφυλλον, πρωτοτυπίας και δραματικότητος παραδόξοτατον μυθιστόρημα του Ευγενίου Σύη, όπερ θα εκδοθή εις 40 τεύχη εκ ευκράτου πεντάλεπτα. Μετά τινας ημέρας έν τω Βιβλιοπωλείω Άναστ. Δ. Φέξη. [98, 1291, 346, 1351]
classified-text: Οι κ.κ. καφεπώλαι εύνοιαν σπουδαίαν δια τα ποδήλατα πλέον δραχ. 10,40 δια το έργοστάσιον τιμωμένον μόνον με 10 δραχ. και 9,80 το έρωταπωλείον Α. Κόκκινου, όδός Σωκράτους αρίθ. 21. [98, 1461, 346, 1521]
article-text: Συνελήφθη ο λωποδύτης Γεώρ. Ταρσανάς και δια κλοπήν χρημάτων 350 δραχ. άφαιρέσας αυτάς από το θυλάκιον του παντοπώλου του. [1352, 980, 1592, 1032]
ad-address: Όδός Ύδρας 32 [174, 1129, 270, 1143]
ad-name: ΠΕΤΡΙΝΗ [167, 987, 277, 1013]
